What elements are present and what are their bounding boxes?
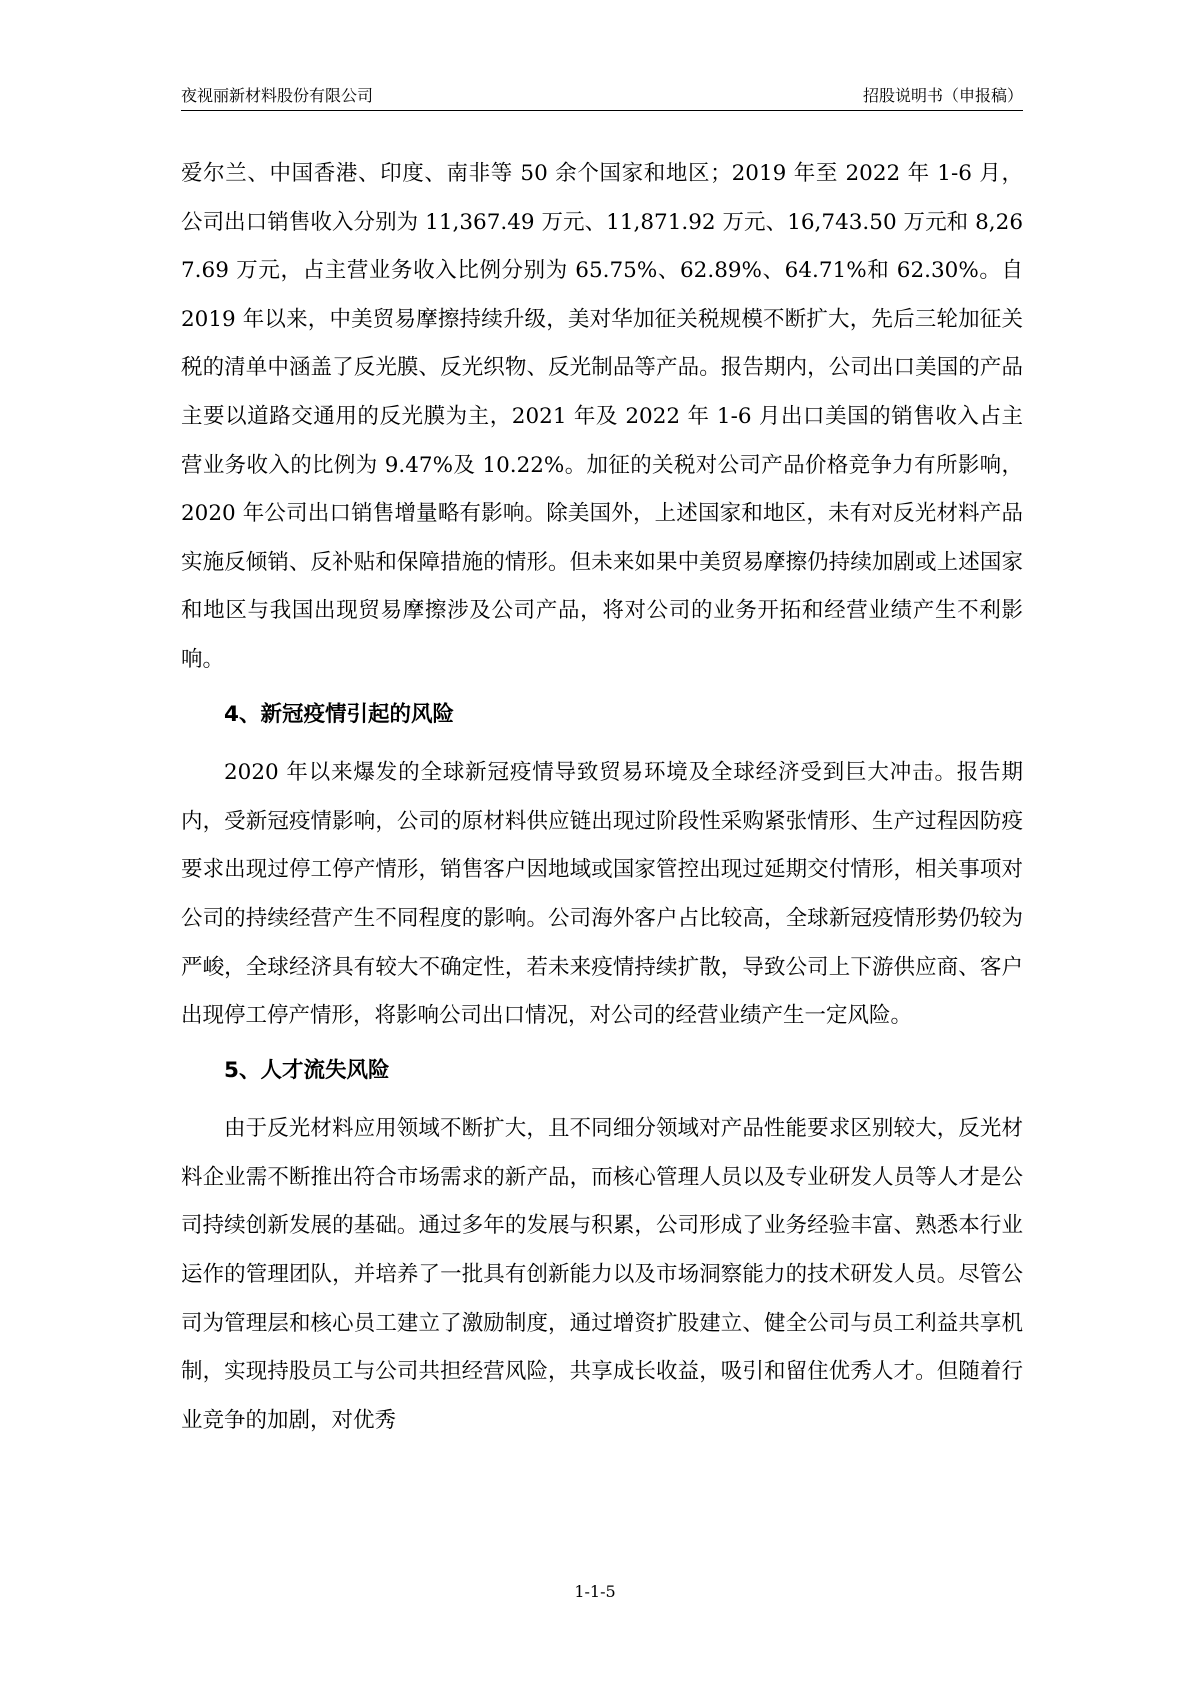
section-heading-covid-risk: 4、新冠疫情引起的风险 — [224, 701, 454, 727]
paragraph-trade-friction: 爱尔兰、中国香港、印度、南非等 50 余个国家和地区；2019 年至 2022 年 1-6 月，公司出口销售收入分别为 11,367.49 万元、11,871.92 万元、16,743.50 万元和 8,267.69 万元，占主营业务收入比例分别为 65.75%、62.89%、64.71%和 62.30%。自 2019 年以来，中美贸易摩擦持续升级，美对华加征关税规模不断扩大，先后三轮加征关税的清单中涵盖了反光膜、反光织物、反光制品等产品。报告期内，公司出口美国的产品主要以道路交通用的反光膜为主，2021 年及 2022 年 1-6 月出口美国的销售收入占主营业务收入的比例为 9.47%及 10.22%。加征的关税对公司产品价格竞争力有所影响，2020 年公司出口销售增量略有影响。除美国外，上述国家和地区，未有对反光材料产品实施反倾销、反补贴和保障措施的情形。但未来如果中美贸易摩擦仍持续加剧或上述国家和地区与我国出现贸易摩擦涉及公司产品，将对公司的业务开拓和经营业绩产生不利影响。 — [181, 161, 1023, 672]
header-company-name: 夜视丽新材料股份有限公司 — [181, 86, 374, 105]
page-number: 1-1-5 — [574, 1582, 616, 1601]
paragraph-covid-risk: 2020 年以来爆发的全球新冠疫情导致贸易环境及全球经济受到巨大冲击。报告期内，受新冠疫情影响，公司的原材料供应链出现过阶段性采购紧张情形、生产过程因防疫要求出现过停工停产情形，销售客户因地域或国家管控出现过延期交付情形，相关事项对公司的持续经营产生不同程度的影响。公司海外客户占比较高，全球新冠疫情形势仍较为严峻，全球经济具有较大不确定性，若未来疫情持续扩散，导致公司上下游供应商、客户出现停工停产情形，将影响公司出口情况，对公司的经营业绩产生一定风险。 — [181, 760, 1023, 1029]
page-body — [181, 150, 1023, 1445]
header-document-type: 招股说明书（申报稿） — [862, 86, 1023, 105]
page-header — [181, 84, 1023, 111]
paragraph-talent-risk: 由于反光材料应用领域不断扩大，且不同细分领域对产品性能要求区别较大，反光材料企业需不断推出符合市场需求的新产品，而核心管理人员以及专业研发人员等人才是公司持续创新发展的基础。通过多年的发展与积累，公司形成了业务经验丰富、熟悉本行业运作的管理团队，并培养了一批具有创新能力以及市场洞察能力的技术研发人员。尽管公司为管理层和核心员工建立了激励制度，通过增资扩股建立、健全公司与员工利益共享机制，实现持股员工与公司共担经营风险，共享成长收益，吸引和留住优秀人才。但随着行业竞争的加剧，对优秀 — [181, 1116, 1023, 1433]
section-heading-talent-risk: 5、人才流失风险 — [224, 1057, 390, 1083]
